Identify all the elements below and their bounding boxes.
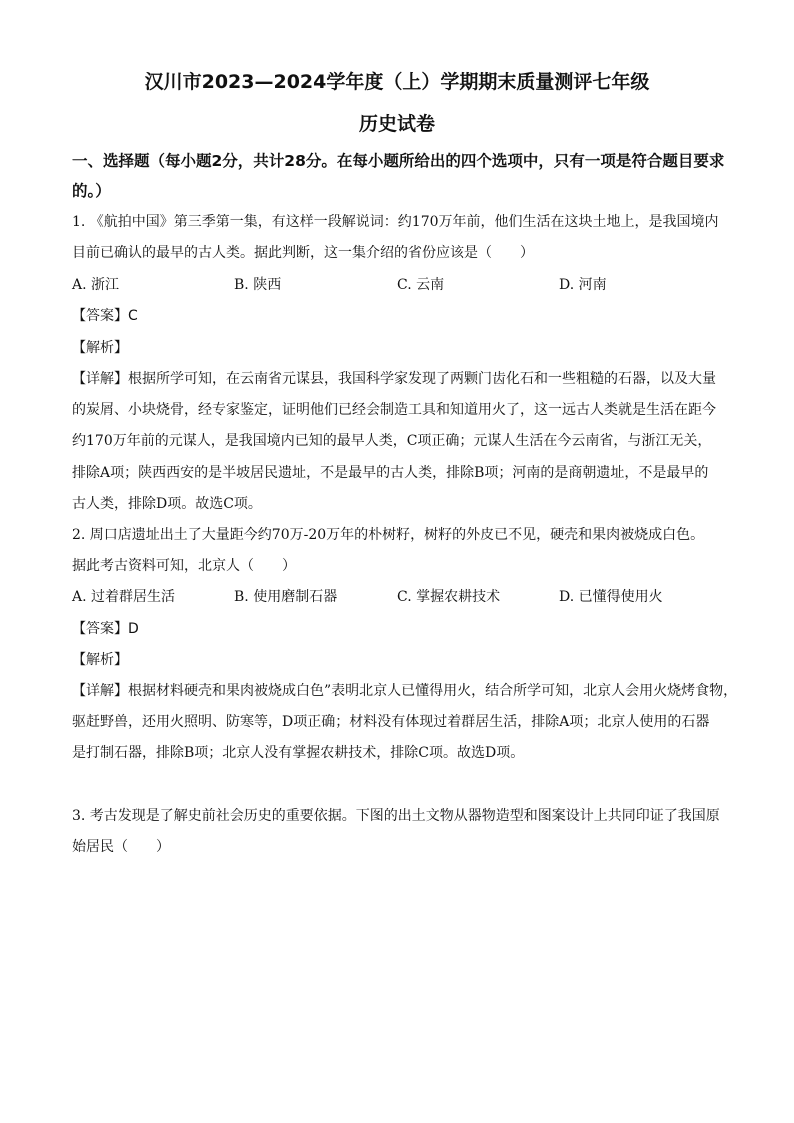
question-1-option-a: A. 浙江 — [72, 277, 120, 293]
question-1-option-b: B. 陕西 — [234, 277, 282, 293]
question-2-answer: 【答案】D — [72, 621, 139, 637]
question-1-option-c: C. 云南 — [397, 277, 445, 293]
question-1-detail-line-2: 的炭屑、小块烧骨，经专家鉴定，证明他们已经会制造工具和知道用火了，这一远古人类就是生活在距今 — [72, 402, 716, 418]
question-1-detail-line-3: 约170万年前的元谋人，是我国境内已知的最早人类，C项正确；元谋人生活在今云南省，与浙江无关， — [72, 433, 712, 449]
question-2-option-d: D. 已懂得使用火 — [559, 589, 663, 605]
exam-title: 汉川市2023—2024学年度（上）学期期末质量测评七年级 — [144, 71, 650, 93]
question-1-answer: 【答案】C — [72, 308, 138, 324]
exam-subtitle: 历史试卷 — [358, 113, 435, 135]
question-2-option-c: C. 掌握农耕技术 — [397, 589, 501, 605]
question-2-detail-line-3: 是打制石器，排除B项；北京人没有掌握农耕技术，排除C项。故选D项。 — [72, 745, 525, 761]
question-2-option-b: B. 使用磨制石器 — [234, 589, 338, 605]
question-1-line-2: 目前已确认的最早的古人类。据此判断，这一集介绍的省份应该是（ ） — [72, 245, 534, 261]
question-2-detail-line-2: 驱赶野兽，还用火照明、防寒等，D项正确；材料没有体现过着群居生活，排除A项；北京人使用的石器 — [72, 714, 710, 730]
question-1-option-d: D. 河南 — [559, 277, 607, 293]
question-3-line-2: 始居民（ ） — [72, 839, 170, 855]
question-1-analysis-label: 【解析】 — [72, 340, 128, 356]
section-heading: 一、选择题（每小题2分，共计28分。在每小题所给出的四个选项中，只有一项是符合题目要求的。） — [72, 152, 725, 200]
question-2-detail-line-1: 【详解】根据材料硬壳和果肉被烧成白色”表明北京人已懂得用火，结合所学可知，北京人会用火烧烤食物， — [72, 683, 738, 699]
question-1-detail-line-1: 【详解】根据所学可知，在云南省元谋县，我国科学家发现了两颗门齿化石和一些粗糙的石器，以及大量 — [72, 371, 716, 387]
question-2-line-1: 2. 周口店遗址出土了大量距今约70万-20万年的朴树籽，树籽的外皮已不见，硬壳和果肉被烧成白色。 — [72, 527, 705, 543]
question-1-detail-line-4: 排除A项；陕西西安的是半坡居民遗址，不是最早的古人类，排除B项；河南的是商朝遗址，不是最早的 — [72, 465, 709, 481]
question-2-analysis-label: 【解析】 — [72, 652, 128, 668]
question-1-detail-line-5: 古人类，排除D项。故选C项。 — [72, 496, 262, 512]
question-1-line-1: 1. 《航拍中国》第三季第一集，有这样一段解说词：约170万年前，他们生活在这块土地上，是我国境内 — [72, 214, 719, 230]
question-3-line-1: 3. 考古发现是了解史前社会历史的重要依据。下图的出土文物从器物造型和图案设计上共同印证了我国原 — [72, 808, 720, 824]
question-2-option-a: A. 过着群居生活 — [72, 589, 176, 605]
question-2-line-2: 据此考古资料可知，北京人（ ） — [72, 558, 296, 574]
